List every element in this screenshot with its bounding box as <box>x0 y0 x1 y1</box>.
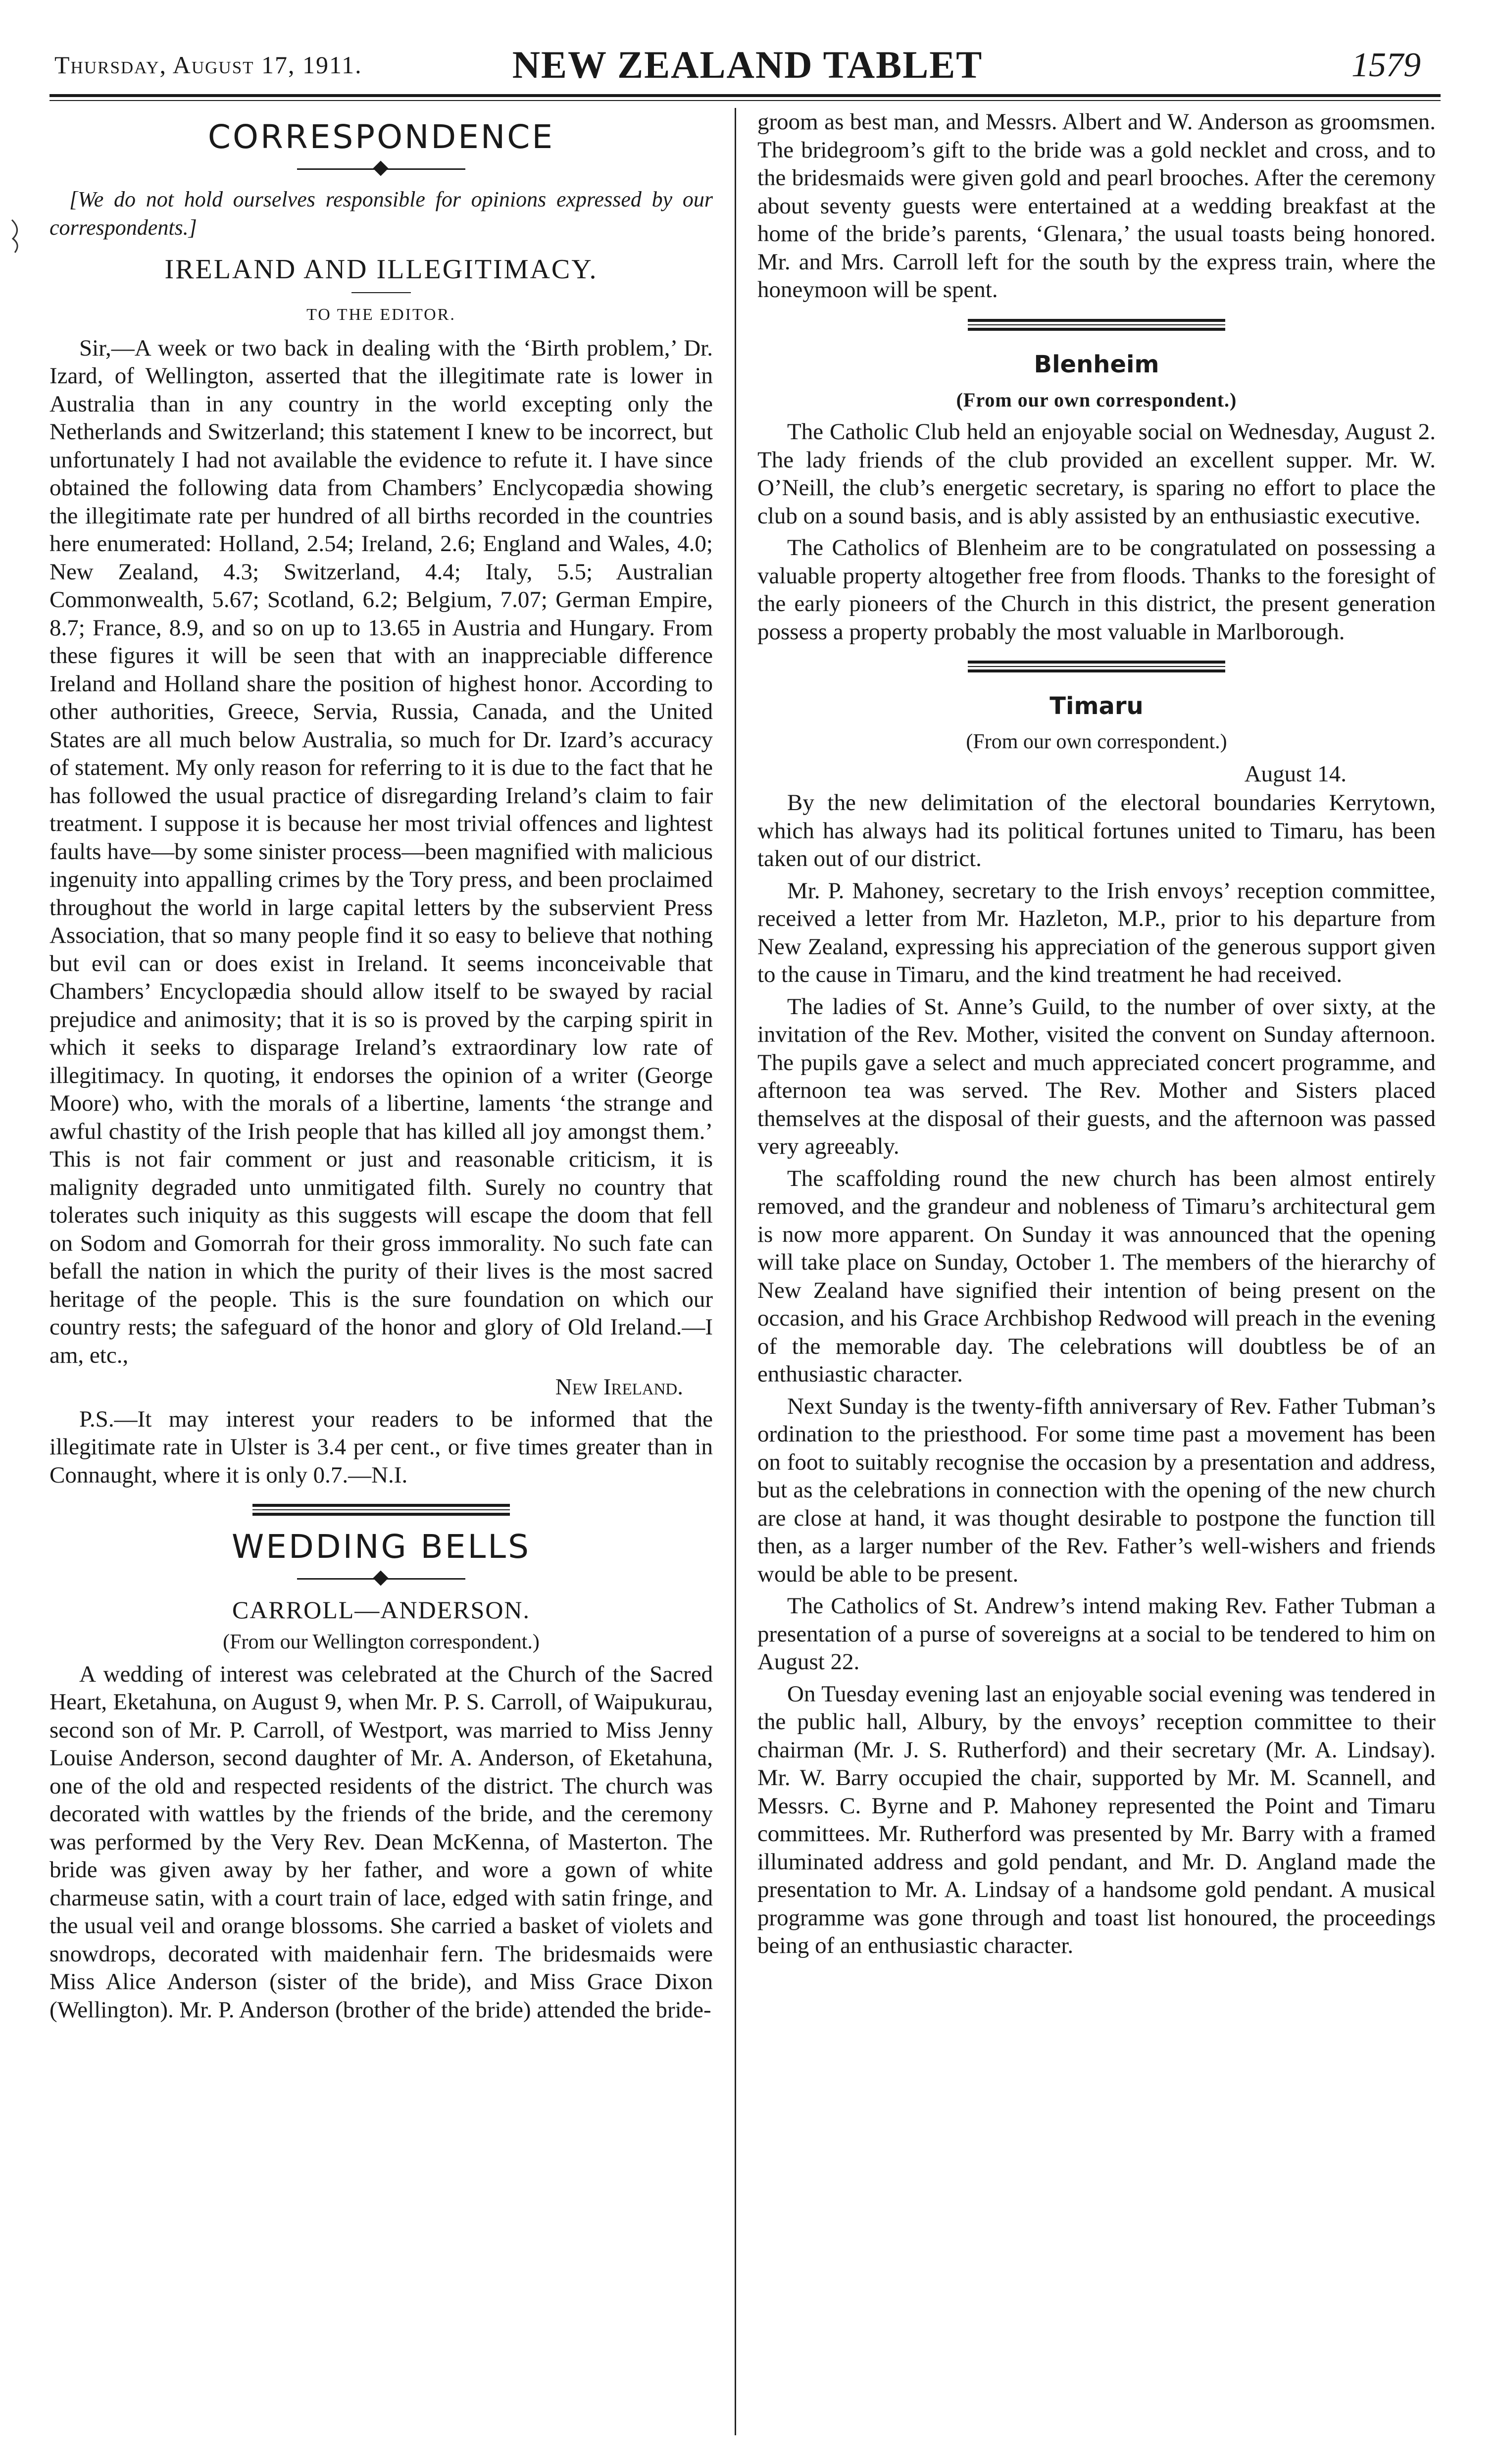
right-column <box>757 108 1436 2440</box>
issue-date: Thursday, August 17, 1911. <box>54 51 362 79</box>
masthead-rule-thin <box>50 100 1441 101</box>
letter-postscript: P.S.—It may interest your readers to be informed that the illegitimate rate in Ulster is 3.4 per cent., or five times greater than in Connaught, where it is only 0.7.—N.I. <box>50 1406 713 1488</box>
blenheim-byline: (From our own correspondent.) <box>956 388 1237 411</box>
blenheim-paragraph: The Catholics of Blenheim are to be congratulated on possessing a valuable property altogether free from floods. Thanks to the foresight of the early pioneers of the Church in this district, the present generation possess a property probably the most valuable in Marlborough. <box>757 535 1436 645</box>
wedding-section <box>50 1528 713 2024</box>
timaru-paragraph: The ladies of St. Anne’s Guild, to the number of over sixty, at the invitation of the Rev. Mother, visited the convent on Sunday afternoon. The pupils gave a select and much appreciated concert programme, and afternoon tea was served. The Rev. Mother and Sisters placed themselves at the disposal of their guests, and the afternoon was passed very agreeably. <box>757 993 1436 1159</box>
wedding-title: CARROLL—ANDERSON. <box>232 1596 531 1624</box>
blenheim-heading: Blenheim <box>1034 350 1159 378</box>
letter-title: IRELAND AND ILLEGITIMACY. <box>164 254 598 285</box>
column-divider <box>735 108 736 2435</box>
correspondence-section <box>50 118 713 1489</box>
wedding-continuation: groom as best man, and Messrs. Albert and W. Anderson as groomsmen. The bridegroom’s gift to the bride was a gold necklet and cross, and to the bridesmaids were given gold and pearl brooches. After the ceremony about seventy guests were entertained at a wedding breakfast at the home of the bride’s parents, ‘Glenara,’ the usual toasts being honored. Mr. and Mrs. Carroll left for the south by the express train, where the honeymoon will be spent. <box>757 109 1436 303</box>
letter-signature: New Ireland. <box>555 1374 683 1400</box>
timaru-paragraph: Mr. P. Mahoney, secretary to the Irish envoys’ reception committee, received a letter from Mr. Hazleton, M.P., prior to his departure from New Zealand, expressing his appreciation of the generous support given to the cause in Timaru, and the kind treatment he had received. <box>757 877 1436 987</box>
timaru-paragraph: On Tuesday evening last an enjoyable social evening was tendered in the public hall, Albury, by the envoys’ reception committee to their chairman (Mr. J. S. Rutherford) and their secretary (Mr. A. Lindsay). Mr. W. Barry occupied the chair, supported by Mr. M. Scannell, and Messrs. C. Byrne and P. Mahoney represented the Point and Timaru committees. Mr. Rutherford was presented by Mr. Barry with a framed illuminated address and gold pendant, and Mr. D. Angland made the presentation to Mr. A. Lindsay of a handsome gold pendant. A musical programme was gone through and toast list honoured, the proceedings being of an enthusiastic character. <box>757 1681 1436 1958</box>
timaru-byline: (From our own correspondent.) <box>966 730 1227 753</box>
page-number: 1579 <box>1351 46 1421 84</box>
timaru-paragraph: The Catholics of St. Andrew’s intend making Rev. Father Tubman a presentation of a purse of sovereigns at a social to be tendered to him on August 22. <box>757 1593 1436 1675</box>
title-rule <box>351 292 411 293</box>
ornament-rule-icon <box>297 1569 465 1589</box>
timaru-heading: Timaru <box>1049 692 1144 720</box>
to-editor-line: TO THE EDITOR. <box>306 306 456 324</box>
timaru-section <box>757 692 1436 1960</box>
section-separator <box>968 661 1225 672</box>
masthead-rule <box>50 94 1441 97</box>
section-separator <box>968 319 1225 331</box>
wedding-heading: WEDDING BELLS <box>232 1528 531 1566</box>
margin-mark-icon <box>7 215 27 255</box>
wedding-paragraph: A wedding of interest was celebrated at the Church of the Sacred Heart, Eketahuna, on August 9, when Mr. P. S. Carroll, of Waipukurau, second son of Mr. P. Carroll, of Westport, was married to Miss Jenny Louise Anderson, second daughter of Mr. A. Anderson, of Eketahuna, one of the old and respected residents of the district. The church was decorated with wattles by the friends of the bride, and the ceremony was performed by the Very Rev. Dean McKenna, of Masterton. The bride was given away by her father, and wore a gown of white charmeuse satin, with a court train of lace, edged with satin fringe, and the usual veil and orange blossoms. She carried a basket of violets and snowdrops, decorated with maidenhair fern. The bridesmaids were Miss Alice Anderson (sister of the bride), and Miss Grace Dixon (Wellington). Mr. P. Anderson (brother of the bride) attended the bride- <box>50 1661 713 2023</box>
blenheim-section <box>757 351 1436 646</box>
section-separator <box>252 1504 510 1516</box>
blenheim-paragraph: The Catholic Club held an enjoyable social on Wednesday, August 2. The lady friends of the club provided an excellent supper. Mr. W. O’Neill, the club’s energetic secretary, is sparing no effort to place the club on a sound basis, and is ably assisted by an enthusiastic executive. <box>757 419 1436 529</box>
letter-paragraph: Sir,—A week or two back in dealing with the ‘Birth problem,’ Dr. Izard, of Wellington, asserted that the illegitimate rate is lower in Australia than in any country in the world excepting only the Netherlands and Switzerland; this statement I knew to be incorrect, but unfortunately I had not available the evidence to refute it. I have since obtained the following data from Chambers’ Enclycopædia showing the illegitimate rate per hundred of all births recorded in the countries here enumerated: Holland, 2.54; Ireland, 2.6; England and Wales, 4.0; New Zealand, 4.3; Switzerland, 4.4; Italy, 5.5; Australian Commonwealth, 5.67; Scotland, 6.2; Belgium, 7.07; German Empire, 8.7; France, 8.9, and so on up to 13.65 in Austria and Hungary. From these figures it will be seen that with an inappreciable difference Ireland and Holland share the position of highest honor. According to other authorities, Greece, Servia, Russia, Canada, and the United States are all much below Australia, so much for Dr. Izard’s accuracy of statement. My only reason for referring to it is due to the fact that he has followed the usual practice of disregarding Ireland’s claim to fair treatment. I suppose it is because her most trivial offences and lightest faults have—by some sinister process—been magnified with malicious ingenuity into appalling crimes by the Tory press, and been proclaimed throughout the world in large capital letters by the subservient Press Association, that so many people find it so easy to believe that nothing but evil can or does exist in Ireland. It seems inconceivable that Chambers’ Encyclopædia should allow itself to be swayed by racial prejudice and animosity; that it is so is proved by the carping spirit in which it seeks to disparage Ireland’s extraordinary low rate of illegitimacy. In quoting, it endorses the opinion of a writer (George Moore) who, with the morals of a libertine, laments ‘the strange and awful chastity of the Irish people that has killed all joy amongst them.’ This is not fair comment or just and reasonable criticism, it is malignity degraded unto unmitigated filth. Surely no country that tolerates such iniquity as this suggests will escape the doom that fell on Sodom and Gomorrah for their gross immorality. No such fate can befall the nation in which the purity of their lives is the most sacred heritage of the people. This is the sure foundation on which our country rests; the safeguard of the honor and glory of Old Ireland.—I am, etc., <box>50 335 713 1368</box>
wedding-byline: (From our Wellington correspondent.) <box>223 1631 540 1653</box>
timaru-paragraph: The scaffolding round the new church has been almost entirely removed, and the grandeur and nobleness of Timaru’s architectural gem is now more apparent. On Sunday it was announced that the opening will take place on Sunday, October 1. The members of the hierarchy of New Zealand have signified their intention of being present on the occasion, and his Grace Archbishop Redwood will preach in the evening of the memorable day. The celebrations will doubtless be of an enthusiastic character. <box>757 1165 1436 1387</box>
masthead <box>54 43 1441 92</box>
publication-title: NEW ZEALAND TABLET <box>512 43 983 86</box>
timaru-dateline: August 14. <box>1244 761 1347 787</box>
timaru-paragraph: By the new delimitation of the electoral boundaries Kerrytown, which has always had its political fortunes united to Timaru, has been taken out of our district. <box>757 790 1436 872</box>
timaru-paragraph: Next Sunday is the twenty-fifth anniversary of Rev. Father Tubman’s ordination to the priesthood. For some time past a movement has been on foot to suitably recognise the occasion by a presentation and address, but as the celebrations in connection with the opening of the new church are close at hand, it was thought desirable to postpone the function till then, as a larger number of the Rev. Father’s well-wishers and friends would be able to be present. <box>757 1393 1436 1587</box>
ornament-rule-icon <box>297 159 465 179</box>
left-column <box>50 108 713 2440</box>
correspondence-disclaimer: [We do not hold ourselves responsible for opinions expressed by our correspondents.] <box>50 187 713 240</box>
correspondence-heading: CORRESPONDENCE <box>207 118 555 156</box>
